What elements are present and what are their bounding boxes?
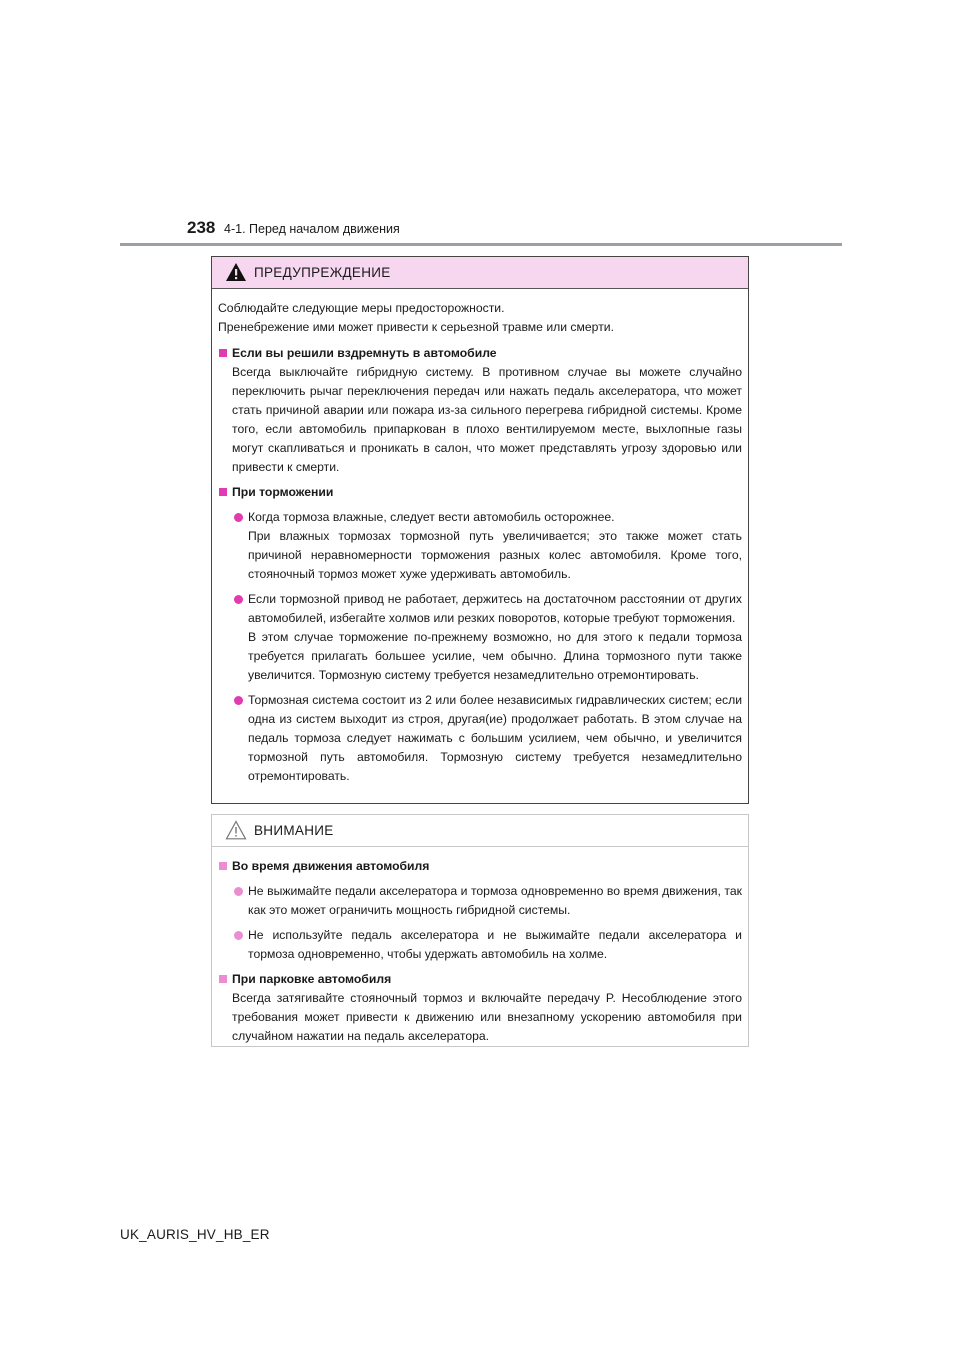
caution-section-text: Всегда затягивайте стояночный тормоз и включайте передачу P. Несоблюдение этого требования может привести к движению или внезапному ускорению автомобиля при случайном нажатии на педаль акселератора.	[232, 991, 742, 1043]
round-bullet-icon	[234, 887, 243, 896]
square-bullet-icon	[219, 488, 227, 496]
round-bullet-icon	[234, 931, 243, 940]
round-bullet-icon	[234, 513, 243, 522]
warning-intro-1: Соблюдайте следующие меры предосторожности.	[218, 301, 505, 315]
page-number: 238	[187, 218, 216, 237]
warning-title: ПРЕДУПРЕЖДЕНИЕ	[254, 265, 391, 280]
warning-body	[212, 289, 748, 786]
warning-list-item: Тормозная система состоит из 2 или более независимых гидравлических систем; если одна из систем выходит из строя, другая(ие) продолжает работать. В этом случае на педаль тормоза следует нажимать с большим усилием, чем обычно, и увеличится тормозной путь автомобиля. Тормозную систему требуется незамедлительно отремонтировать.	[218, 691, 742, 786]
warning-list-item: Если тормозной привод не работает, держитесь на достаточном расстоянии от других автомобилей, избегайте холмов или резких поворотов, которые требуют торможения. В этом случае торможение по-прежнему возможно, но для этого к педали тормоза требуется прилагать большее усилие, чем обычно. Длина тормозного пути также увеличится. Тормозную систему требуется незамедлительно отремонтировать.	[218, 590, 742, 685]
warning-section-heading: При торможении	[218, 483, 742, 502]
square-bullet-icon	[219, 349, 227, 357]
caution-body	[212, 847, 748, 1046]
warning-list-item: Когда тормоза влажные, следует вести автомобиль осторожнее. При влажных тормозах тормозной путь увеличивается; это также может стать причиной неравномерности торможения разных колес автомобиля. Кроме того, стояночный тормоз может хуже удерживать автомобиль.	[218, 508, 742, 584]
section-title: 4-1. Перед началом движения	[224, 222, 400, 236]
warning-section-text: Всегда выключайте гибридную систему. В противном случае вы можете случайно переключить рычаг переключения передач или нажать педаль акселератора, что может стать причиной аварии или пожара из-за сильного перегрева гибридной системы. Кроме того, если автомобиль припаркован в плохо вентилируемом месте, выхлопные газы могут скапливаться и проникать в салон, что может представлять угрозу здоровью или привести к смерти.	[232, 365, 742, 474]
caution-box	[211, 814, 749, 1047]
caution-title: ВНИМАНИЕ	[254, 823, 334, 838]
warning-box	[211, 256, 749, 804]
caution-section-heading: При парковке автомобиля	[218, 970, 742, 989]
warning-section-heading: Если вы решили вздремнуть в автомобиле	[218, 344, 742, 363]
round-bullet-icon	[234, 595, 243, 604]
caution-list-item: Не используйте педаль акселератора и не выжимайте педали акселератора и тормоза одновременно, чтобы удержать автомобиль на холме.	[218, 926, 742, 964]
square-bullet-icon	[219, 862, 227, 870]
caution-section-heading: Во время движения автомобиля	[218, 857, 742, 876]
warning-intro-2: Пренебрежение ими может привести к серьезной травме или смерти.	[218, 320, 614, 334]
warning-header	[212, 257, 748, 289]
square-bullet-icon	[219, 975, 227, 983]
caution-triangle-icon	[225, 820, 247, 840]
document-code: UK_AURIS_HV_HB_ER	[120, 1227, 270, 1242]
round-bullet-icon	[234, 696, 243, 705]
header-divider	[120, 243, 842, 246]
warning-triangle-icon	[225, 262, 247, 282]
caution-list-item: Не выжимайте педали акселератора и тормоза одновременно во время движения, так как это может ограничить мощность гибридной системы.	[218, 882, 742, 920]
caution-header	[212, 815, 748, 847]
